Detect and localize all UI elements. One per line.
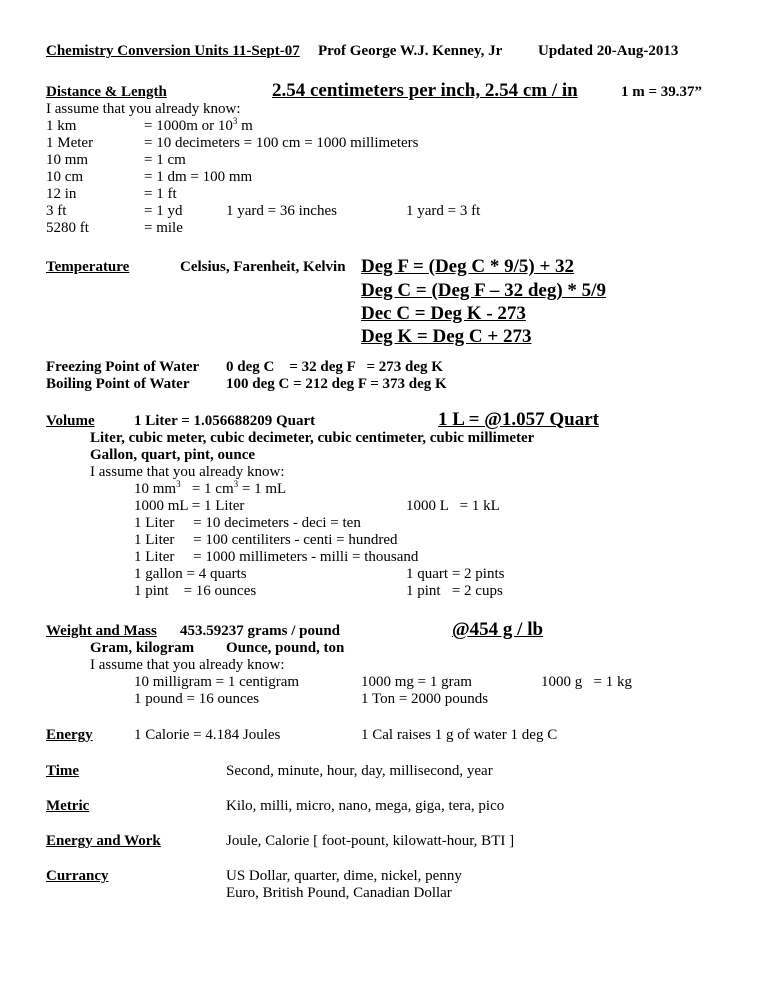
distance-row-right: = 1 yd	[144, 203, 183, 219]
formula-c-from-k: Dec C = Deg K - 273	[361, 303, 526, 324]
volume-line: 1 Liter = 100 centiliters - centi = hundred	[134, 532, 398, 548]
weight-line-right: 1000 g = 1 kg	[541, 674, 632, 690]
cm-per-inch: 2.54 centimeters per inch, 2.54 cm / in	[272, 80, 578, 101]
metric-prefixes: Kilo, milli, micro, nano, mega, giga, tera, pico	[226, 798, 505, 814]
volume-line-right: 1 quart = 2 pints	[406, 566, 505, 582]
liter-quart: 1 Liter = 1.056688209 Quart	[134, 413, 316, 429]
weight-intro: I assume that you already know:	[90, 657, 285, 673]
distance-row-left: 12 in	[46, 186, 77, 202]
boiling-value: 100 deg C = 212 deg F = 373 deg K	[226, 376, 447, 392]
freezing-value: 0 deg C = 32 deg F = 273 deg K	[226, 359, 443, 375]
freezing-label: Freezing Point of Water	[46, 359, 200, 375]
volume-line-right: 1 pint = 2 cups	[406, 583, 503, 599]
yard-inches: 1 yard = 36 inches	[226, 203, 337, 219]
distance-row-left: 3 ft	[46, 203, 67, 219]
time-units: Second, minute, hour, day, millisecond, year	[226, 763, 493, 779]
weight-line-mid: 1000 mg = 1 gram	[361, 674, 472, 690]
distance-row-left: 10 cm	[46, 169, 84, 185]
distance-row-right: = 1 cm	[144, 152, 186, 168]
distance-row-right: = 1000m or $10^3$ m	[144, 116, 253, 134]
volume-line: 1000 mL = 1 Liter	[134, 498, 245, 514]
volume-line: 1 Liter = 1000 millimeters - milli = thousand	[134, 549, 419, 565]
updated-date: Updated 20-Aug-2013	[538, 43, 679, 59]
grams-per-pound: 453.59237 grams / pound	[180, 623, 341, 639]
energy-heading: Energy	[46, 727, 93, 743]
volume-line-right: 1000 L = 1 kL	[406, 498, 500, 514]
formula-k-from-c: Deg K = Deg C + 273	[361, 326, 532, 347]
calorie-joules: 1 Calorie = 4.184 Joules	[134, 727, 281, 743]
volume-metric-units: Liter, cubic meter, cubic decimeter, cubic centimeter, cubic millimeter	[90, 430, 535, 446]
distance-heading: Distance & Length	[46, 84, 167, 100]
weight-units-us: Ounce, pound, ton	[226, 640, 345, 656]
yard-feet: 1 yard = 3 ft	[406, 203, 481, 219]
formula-c-from-f: Deg C = (Deg F – 32 deg) * 5/9	[361, 280, 606, 301]
weight-line-mid: 1 Ton = 2000 pounds	[361, 691, 489, 707]
volume-us-units: Gallon, quart, pint, ounce	[90, 447, 256, 463]
distance-row-left: 10 mm	[46, 152, 89, 168]
distance-row-right: = 1 ft	[144, 186, 177, 202]
distance-row-left: 1 Meter	[46, 135, 94, 151]
energy-work-heading: Energy and Work	[46, 833, 161, 849]
time-heading: Time	[46, 763, 80, 779]
energy-work-units: Joule, Calorie [ foot-pount, kilowatt-hour, BTI ]	[226, 833, 515, 849]
boiling-label: Boiling Point of Water	[46, 376, 190, 392]
distance-row-left: 1 km	[46, 118, 77, 134]
distance-row-right: = 1 dm = 100 mm	[144, 169, 253, 185]
distance-row-left: 5280 ft	[46, 220, 89, 236]
distance-row-right: = mile	[144, 220, 183, 236]
volume-line: 10 $mm^3$ = 1 $cm^3 = 1$ mL	[134, 479, 287, 497]
distance-row-right: = 10 decimeters = 100 cm = 1000 millimeters	[144, 135, 419, 151]
volume-line: 1 gallon = 4 quarts	[134, 566, 247, 582]
liter-quart-approx: 1 L = @1.057 Quart	[438, 409, 599, 430]
volume-heading: Volume	[46, 413, 95, 429]
weight-heading: Weight and Mass	[46, 623, 157, 639]
currency-us: US Dollar, quarter, dime, nickel, penny	[226, 868, 462, 884]
author-name: Prof George W.J. Kenney, Jr	[318, 43, 503, 59]
metric-heading: Metric	[46, 798, 90, 814]
currency-other: Euro, British Pound, Canadian Dollar	[226, 885, 452, 901]
calorie-note: 1 Cal raises 1 g of water 1 deg C	[361, 727, 558, 743]
document-title: Chemistry Conversion Units 11-Sept-07	[46, 43, 300, 59]
volume-line: 1 pint = 16 ounces	[134, 583, 257, 599]
meter-in-inches: 1 m = 39.37”	[621, 84, 703, 100]
temperature-scales: Celsius, Farenheit, Kelvin	[180, 259, 346, 275]
currency-heading: Currancy	[46, 868, 109, 884]
volume-line: 1 Liter = 10 decimeters - deci = ten	[134, 515, 361, 531]
weight-line: 1 pound = 16 ounces	[134, 691, 260, 707]
temperature-heading: Temperature	[46, 259, 130, 275]
distance-intro: I assume that you already know:	[46, 101, 241, 117]
weight-line: 10 milligram = 1 centigram	[134, 674, 300, 690]
grams-per-pound-approx: @454 g / lb	[452, 619, 544, 640]
formula-f-from-c: Deg F = (Deg C * 9/5) + 32	[361, 256, 575, 277]
weight-units-metric: Gram, kilogram	[90, 640, 195, 656]
volume-intro: I assume that you already know:	[90, 464, 285, 480]
